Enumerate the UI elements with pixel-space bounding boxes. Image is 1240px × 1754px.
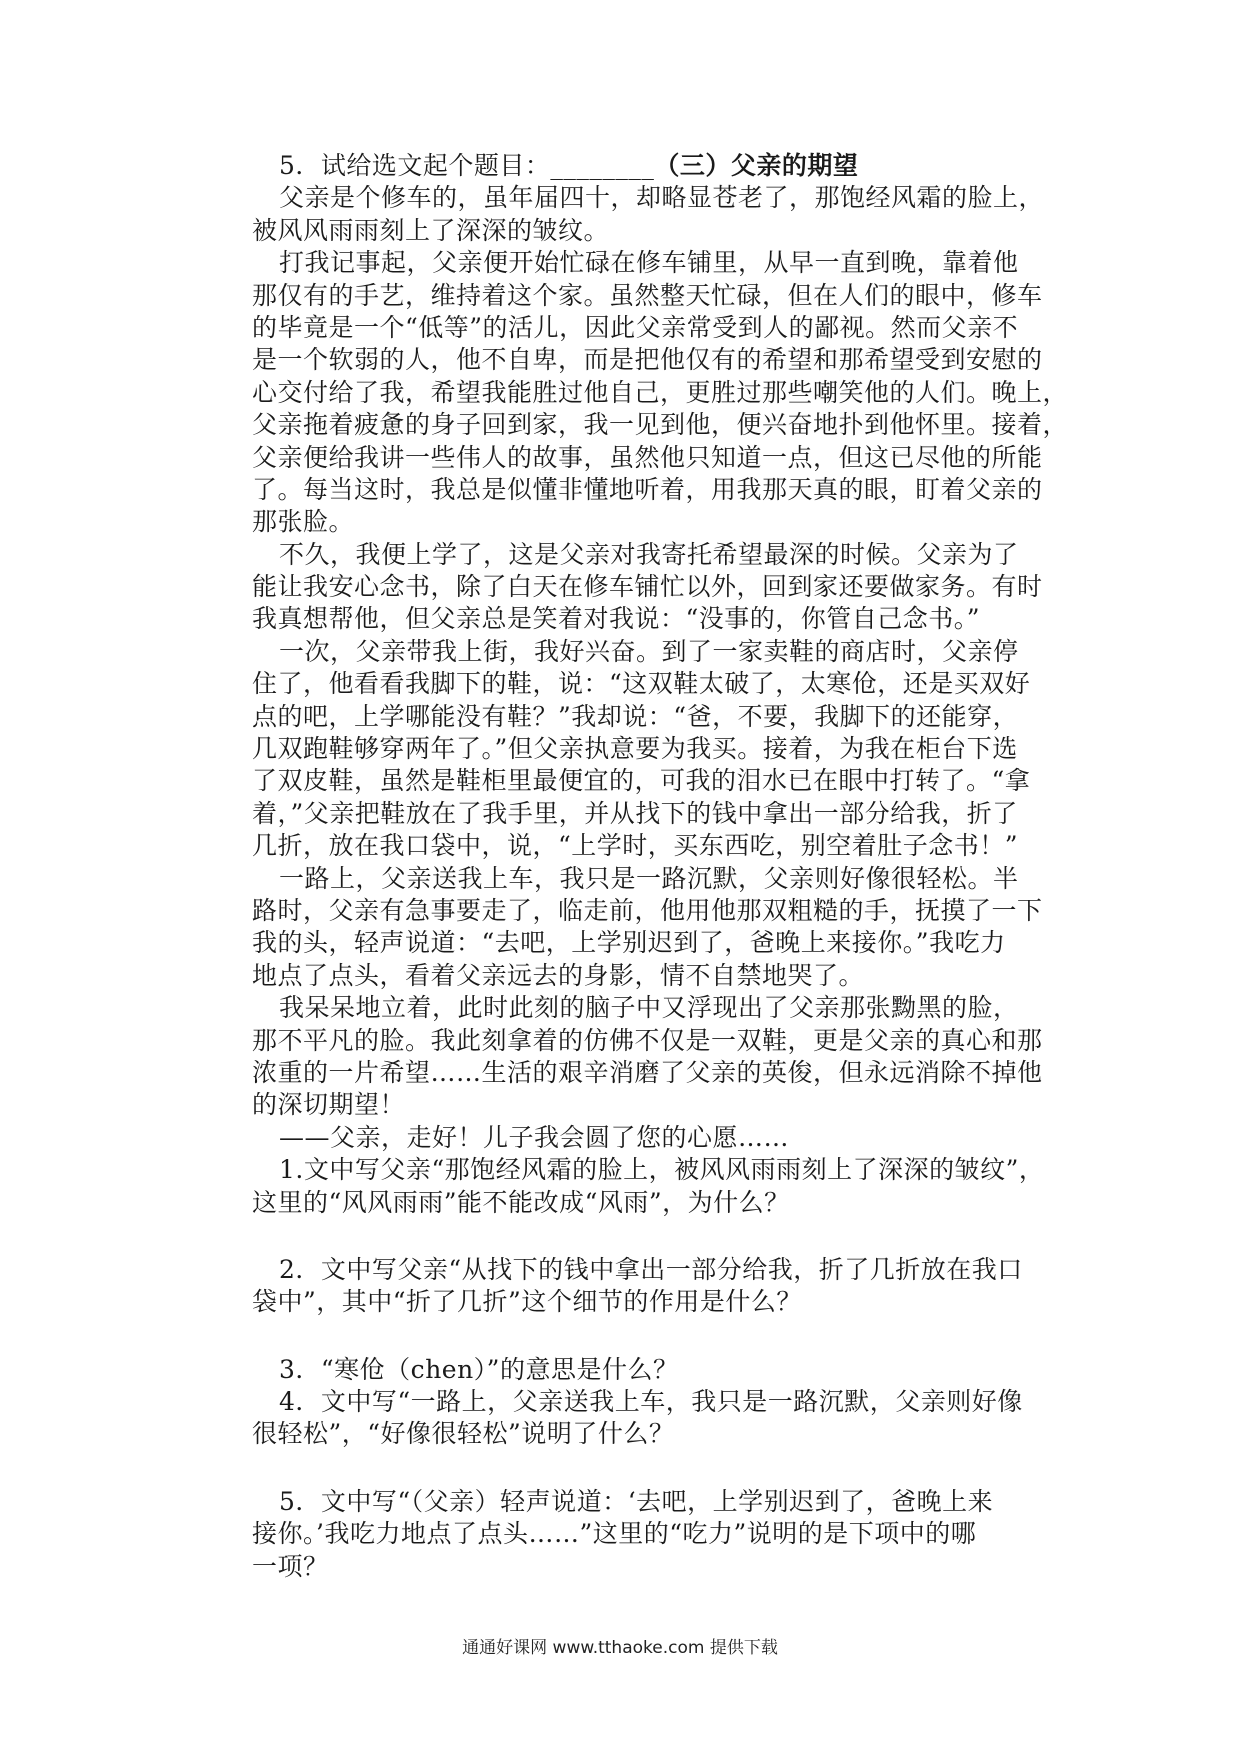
question-5-line: 接你。’我吃力地点了点头……”这里的“吃力”说明的是下项中的哪: [252, 1519, 977, 1549]
paragraph-6-line: 浓重的一片希望……生活的艰辛消磨了父亲的英俊，但永远消除不掉他: [252, 1057, 1043, 1087]
paragraph-3-line: 能让我安心念书，除了白天在修车铺忙以外，回到家还要做家务。有时: [252, 572, 1043, 602]
paragraph-2-line: 了。每当这时，我总是似懂非懂地听着，用我那天真的眼，盯着父亲的: [252, 474, 1043, 504]
paragraph-6-line: 那不平凡的脸。我此刻拿着的仿佛不仅是一双鞋，更是父亲的真心和那: [252, 1025, 1043, 1055]
paragraph-4-line: 一次，父亲带我上街，我好兴奋。到了一家卖鞋的商店时，父亲停: [279, 636, 1019, 666]
paragraph-4-line: 着，”父亲把鞋放在了我手里，并从找下的钱中拿出一部分给我，折了: [252, 798, 1018, 828]
question-5-line: 一项？: [252, 1551, 329, 1581]
paragraph-5-line: 地点了点头，看着父亲远去的身影，情不自禁地哭了。: [252, 960, 865, 990]
question-1-line: 1.文中写父亲“那饱经风霜的脸上，被风风雨雨刻上了深深的皱纹”，: [279, 1155, 1045, 1185]
paragraph-3-line: 不久，我便上学了，这是父亲对我寄托希望最深的时候。父亲为了: [279, 539, 1019, 569]
closing-line: ——父亲，走好！儿子我会圆了您的心愿……: [279, 1122, 790, 1152]
paragraph-2-line: 的毕竟是一个“低等”的活儿，因此父亲常受到人的鄙视。然而父亲不: [252, 312, 1019, 342]
paragraph-5-line: 我的头，轻声说道：“去吧，上学别迟到了，爸晚上来接你。”我吃力: [252, 928, 1006, 958]
paragraph-1-line: 被风风雨雨刻上了深深的皱纹。: [252, 215, 610, 245]
paragraph-4-line: 几双跑鞋够穿两年了。”但父亲执意要为我买。接着，为我在柜台下选: [252, 734, 1018, 764]
footer-watermark: 通通好课网 www.tthaoke.com 提供下载: [462, 1638, 778, 1658]
paragraph-5-line: 路时，父亲有急事要走了，临走前，他用他那双粗糙的手，抚摸了一下: [252, 895, 1043, 925]
article-title: （三）父亲的期望: [654, 151, 859, 180]
paragraph-4-line: 住了，他看看我脚下的鞋，说：“这双鞋太破了，太寒伧，还是买双好: [252, 669, 1031, 699]
paragraph-4-line: 几折，放在我口袋中，说，“上学时，买东西吃，别空着肚子念书！”: [252, 831, 1019, 861]
question-5-line: 5．文中写“（父亲）轻声说道：‘去吧，上学别迟到了，爸晚上来: [279, 1486, 994, 1516]
question-4-line: 4．文中写“一路上，父亲送我上车，我只是一路沉默，父亲则好像: [279, 1387, 1023, 1417]
question-4-line: 很轻松”，“好像很轻松”说明了什么？: [252, 1419, 675, 1449]
answer-space: [252, 1319, 1017, 1354]
paragraph-3-line: 我真想帮他，但父亲总是笑着对我说：“没事的，你管自己念书。”: [252, 604, 981, 634]
question-2-line: 2．文中写父亲“从找下的钱中拿出一部分给我，折了几折放在我口: [279, 1254, 1023, 1284]
paragraph-2-line: 那张脸。: [252, 507, 355, 537]
paragraph-2-line: 父亲便给我讲一些伟人的故事，虽然他只知道一点，但这已尽他的所能: [252, 442, 1043, 472]
question-1-line: 这里的“风风雨雨”能不能改成“风雨”，为什么？: [252, 1187, 790, 1217]
paragraph-4-line: 了双皮鞋，虽然是鞋柜里最便宜的，可我的泪水已在眼中打转了。“拿: [252, 766, 1031, 796]
answer-space: [252, 1451, 1017, 1486]
paragraph-6-line: 的深切期望！: [252, 1090, 406, 1120]
document-body: [252, 150, 1069, 1583]
question-5-prefix: 5．试给选文起个题目：________: [279, 151, 655, 180]
paragraph-1-line: 父亲是个修车的，虽年届四十，却略显苍老了，那饱经风霜的脸上，: [279, 183, 1045, 213]
paragraph-2-line: 是一个软弱的人，他不自卑，而是把他仅有的希望和那希望受到安慰的: [252, 345, 1043, 375]
paragraph-5-line: 一路上，父亲送我上车，我只是一路沉默，父亲则好像很轻松。半: [279, 863, 1019, 893]
question-5-previous: [252, 150, 1017, 182]
question-2-line: 袋中”，其中“折了几折”这个细节的作用是什么？: [252, 1287, 802, 1317]
paragraph-2-line: 父亲拖着疲惫的身子回到家，我一见到他，便兴奋地扑到他怀里。接着，: [252, 410, 1069, 440]
question-3-line: 3．“寒伧（chen）”的意思是什么？: [279, 1354, 679, 1384]
paragraph-2-line: 那仅有的手艺，维持着这个家。虽然整天忙碌，但在人们的眼中，修车: [252, 280, 1043, 310]
paragraph-6-line: 我呆呆地立着，此时此刻的脑子中又浮现出了父亲那张黝黑的脸，: [279, 993, 1019, 1023]
paragraph-4-line: 点的吧，上学哪能没有鞋？”我却说：“爸，不要，我脚下的还能穿，: [252, 701, 1019, 731]
answer-space: [252, 1219, 1017, 1254]
paragraph-2-line: 打我记事起，父亲便开始忙碌在修车铺里，从早一直到晚，靠着他: [279, 248, 1019, 278]
paragraph-2-line: 心交付给了我，希望我能胜过他自己，更胜过那些嘲笑他的人们。晚上，: [252, 377, 1069, 407]
